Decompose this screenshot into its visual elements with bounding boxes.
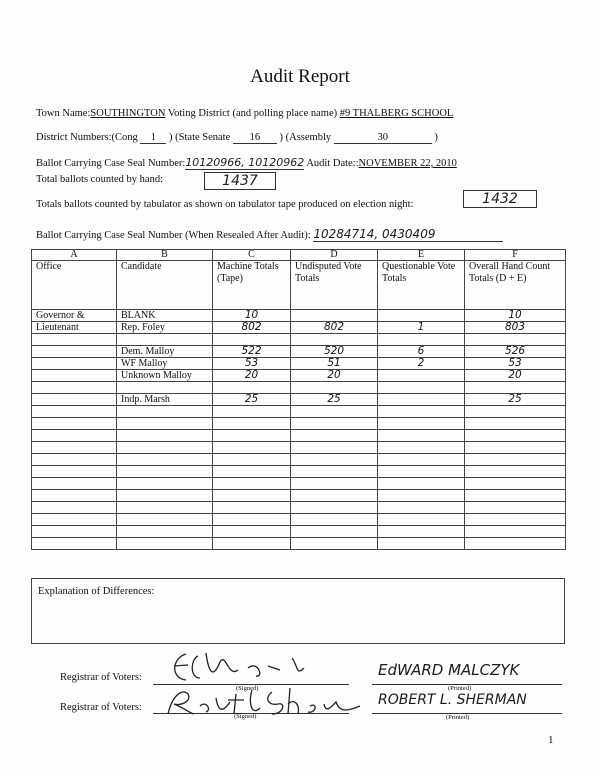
table-cell[interactable] bbox=[117, 538, 213, 550]
table-cell[interactable] bbox=[32, 382, 117, 394]
town-label: Town Name: bbox=[36, 108, 91, 119]
table-cell[interactable] bbox=[378, 430, 465, 442]
table-cell[interactable] bbox=[213, 382, 291, 394]
table-cell[interactable] bbox=[378, 490, 465, 502]
table-cell[interactable]: Unknown Malloy bbox=[117, 370, 213, 382]
table-row bbox=[32, 430, 566, 442]
table-cell[interactable] bbox=[32, 490, 117, 502]
table-cell[interactable] bbox=[117, 418, 213, 430]
table-cell[interactable] bbox=[213, 442, 291, 454]
registrar-1-signed-caption: (Signed) bbox=[236, 685, 259, 692]
table-cell[interactable] bbox=[378, 526, 465, 538]
table-row bbox=[32, 370, 566, 382]
table-cell[interactable] bbox=[32, 514, 117, 526]
table-row bbox=[32, 478, 566, 490]
table-cell[interactable] bbox=[32, 394, 117, 406]
table-cell[interactable]: Indp. Marsh bbox=[117, 394, 213, 406]
table-cell[interactable] bbox=[378, 334, 465, 346]
column-header-row bbox=[32, 261, 566, 310]
table-cell[interactable]: BLANK bbox=[117, 310, 213, 322]
table-cell[interactable] bbox=[378, 454, 465, 466]
table-row bbox=[32, 454, 566, 466]
table-cell[interactable] bbox=[465, 466, 566, 478]
table-cell[interactable] bbox=[291, 478, 378, 490]
tabulator-count-value: 1432 bbox=[463, 190, 537, 208]
table-row bbox=[32, 358, 566, 370]
table-cell[interactable] bbox=[32, 418, 117, 430]
table-row bbox=[32, 310, 566, 322]
table-cell[interactable] bbox=[378, 394, 465, 406]
table-cell[interactable]: 20 bbox=[213, 370, 291, 382]
table-cell[interactable] bbox=[291, 454, 378, 466]
table-cell[interactable] bbox=[378, 418, 465, 430]
table-cell[interactable] bbox=[32, 442, 117, 454]
table-cell[interactable] bbox=[117, 334, 213, 346]
table-cell[interactable]: 6 bbox=[378, 346, 465, 358]
table-cell[interactable] bbox=[32, 346, 117, 358]
table-cell[interactable] bbox=[213, 490, 291, 502]
table-cell[interactable]: 520 bbox=[291, 346, 378, 358]
column-header: Candidate bbox=[117, 261, 213, 310]
table-row bbox=[32, 538, 566, 550]
column-header: Overall Hand Count Totals (D + E) bbox=[465, 261, 566, 310]
page-title: Audit Report bbox=[250, 66, 350, 87]
table-cell[interactable] bbox=[291, 502, 378, 514]
table-cell[interactable] bbox=[32, 358, 117, 370]
table-row bbox=[32, 466, 566, 478]
table-cell[interactable] bbox=[465, 514, 566, 526]
table-cell[interactable] bbox=[291, 526, 378, 538]
table-cell[interactable] bbox=[117, 466, 213, 478]
table-cell[interactable] bbox=[378, 514, 465, 526]
table-cell[interactable]: 803 bbox=[465, 322, 566, 334]
district-label: Voting District (and polling place name) bbox=[165, 108, 340, 119]
table-cell[interactable] bbox=[32, 454, 117, 466]
table-cell[interactable] bbox=[291, 334, 378, 346]
audit-table bbox=[31, 249, 566, 550]
table-row bbox=[32, 514, 566, 526]
table-cell[interactable] bbox=[465, 454, 566, 466]
seal-label: Ballot Carrying Case Seal Number: bbox=[36, 158, 186, 169]
table-row bbox=[32, 346, 566, 358]
table-cell[interactable]: Rep. Foley bbox=[117, 322, 213, 334]
table-cell[interactable]: 25 bbox=[465, 394, 566, 406]
table-cell[interactable] bbox=[213, 514, 291, 526]
column-header: Machine Totals (Tape) bbox=[213, 261, 291, 310]
table-cell[interactable] bbox=[465, 334, 566, 346]
cong-value: 1 bbox=[140, 132, 166, 144]
table-cell[interactable] bbox=[291, 466, 378, 478]
column-letter-row bbox=[32, 250, 566, 261]
registrar-2-label: Registrar of Voters: bbox=[60, 702, 142, 713]
table-cell[interactable]: 526 bbox=[465, 346, 566, 358]
column-letter: B bbox=[117, 250, 213, 261]
senate-value: 16 bbox=[233, 132, 277, 144]
table-cell[interactable] bbox=[465, 430, 566, 442]
registrar-2-signature bbox=[160, 684, 370, 718]
table-cell[interactable] bbox=[378, 502, 465, 514]
table-row bbox=[32, 334, 566, 346]
audit-date-label: Audit Date:: bbox=[306, 158, 359, 169]
table-cell[interactable]: 51 bbox=[291, 358, 378, 370]
table-cell[interactable] bbox=[465, 406, 566, 418]
table-row bbox=[32, 490, 566, 502]
table-cell[interactable] bbox=[213, 454, 291, 466]
table-cell[interactable] bbox=[291, 418, 378, 430]
column-letter: D bbox=[291, 250, 378, 261]
table-cell[interactable] bbox=[32, 466, 117, 478]
table-cell[interactable] bbox=[465, 382, 566, 394]
table-cell[interactable]: 53 bbox=[465, 358, 566, 370]
table-cell[interactable]: 25 bbox=[213, 394, 291, 406]
table-cell[interactable] bbox=[291, 310, 378, 322]
table-cell[interactable] bbox=[291, 406, 378, 418]
registrar-1-printed-name: EdWARD MALCZYK bbox=[378, 661, 520, 679]
table-cell[interactable] bbox=[291, 490, 378, 502]
table-cell[interactable] bbox=[378, 442, 465, 454]
table-cell[interactable] bbox=[117, 406, 213, 418]
table-cell[interactable] bbox=[117, 454, 213, 466]
table-cell[interactable] bbox=[291, 514, 378, 526]
town-line bbox=[36, 108, 453, 119]
table-cell[interactable] bbox=[378, 406, 465, 418]
registrar-1-printed-caption: (Printed) bbox=[448, 685, 472, 692]
registrar-2-printed-caption: (Printed) bbox=[446, 714, 470, 721]
table-cell[interactable] bbox=[465, 502, 566, 514]
table-cell[interactable] bbox=[378, 466, 465, 478]
registrar-1-label: Registrar of Voters: bbox=[60, 672, 142, 683]
column-letter: A bbox=[32, 250, 117, 261]
table-cell[interactable] bbox=[378, 478, 465, 490]
table-cell[interactable] bbox=[378, 382, 465, 394]
table-cell[interactable] bbox=[378, 370, 465, 382]
table-cell[interactable] bbox=[117, 526, 213, 538]
table-cell[interactable]: 53 bbox=[213, 358, 291, 370]
seal-line bbox=[36, 156, 457, 169]
assembly-close: ) bbox=[434, 132, 438, 143]
table-cell[interactable] bbox=[117, 430, 213, 442]
table-cell[interactable]: 802 bbox=[291, 322, 378, 334]
registrar-1-signature bbox=[168, 648, 338, 684]
cong-label: District Numbers:(Cong bbox=[36, 132, 138, 143]
column-header: Questionable Vote Totals bbox=[378, 261, 465, 310]
table-cell[interactable] bbox=[465, 442, 566, 454]
table-cell[interactable]: 2 bbox=[378, 358, 465, 370]
table-row bbox=[32, 322, 566, 334]
table-cell[interactable] bbox=[117, 382, 213, 394]
table-cell[interactable] bbox=[291, 538, 378, 550]
table-row bbox=[32, 502, 566, 514]
hand-count-label: Total ballots counted by hand: bbox=[36, 174, 163, 185]
table-cell[interactable] bbox=[117, 490, 213, 502]
table-cell[interactable] bbox=[117, 478, 213, 490]
column-header: Undisputed Vote Totals bbox=[291, 261, 378, 310]
table-cell[interactable]: 522 bbox=[213, 346, 291, 358]
table-cell[interactable] bbox=[465, 490, 566, 502]
table-row bbox=[32, 394, 566, 406]
table-cell[interactable] bbox=[213, 478, 291, 490]
registrar-2-printed-name: ROBERT L. SHERMAN bbox=[378, 692, 527, 708]
table-cell[interactable]: 10 bbox=[213, 310, 291, 322]
reseal-line bbox=[36, 227, 503, 242]
table-row bbox=[32, 526, 566, 538]
seal-value: 10120966, 10120962 bbox=[185, 156, 305, 169]
table-cell[interactable]: 802 bbox=[213, 322, 291, 334]
district-value: #9 THALBERG SCHOOL bbox=[339, 108, 454, 119]
table-cell[interactable] bbox=[32, 370, 117, 382]
table-cell[interactable] bbox=[213, 538, 291, 550]
table-cell[interactable] bbox=[32, 406, 117, 418]
table-cell[interactable] bbox=[465, 538, 566, 550]
table-cell[interactable]: 25 bbox=[291, 394, 378, 406]
table-cell[interactable]: 20 bbox=[465, 370, 566, 382]
table-cell[interactable] bbox=[291, 382, 378, 394]
tabulator-count-label: Totals ballots counted by tabulator as shown on tabulator tape produced on election night: bbox=[36, 199, 414, 210]
table-cell[interactable] bbox=[213, 526, 291, 538]
assembly-label: ) (Assembly bbox=[279, 132, 332, 143]
registrar-2-signed-caption: (Signed) bbox=[234, 713, 257, 720]
column-letter: C bbox=[213, 250, 291, 261]
assembly-value: 30 bbox=[334, 132, 432, 144]
table-row bbox=[32, 382, 566, 394]
table-row bbox=[32, 442, 566, 454]
table-cell[interactable]: Governor & bbox=[32, 310, 117, 322]
table-cell[interactable] bbox=[32, 526, 117, 538]
table-cell[interactable] bbox=[213, 406, 291, 418]
table-cell[interactable] bbox=[465, 478, 566, 490]
table-cell[interactable] bbox=[291, 442, 378, 454]
table-cell[interactable] bbox=[378, 538, 465, 550]
table-cell[interactable]: 10 bbox=[465, 310, 566, 322]
table-row bbox=[32, 418, 566, 430]
audit-date-value: NOVEMBER 22, 2010 bbox=[358, 158, 457, 169]
table-cell[interactable] bbox=[117, 442, 213, 454]
reseal-label: Ballot Carrying Case Seal Number (When Resealed After Audit): bbox=[36, 230, 311, 241]
table-cell[interactable] bbox=[32, 334, 117, 346]
page-number: 1 bbox=[548, 734, 554, 746]
table-cell[interactable] bbox=[32, 502, 117, 514]
hand-count-value: 1437 bbox=[204, 172, 276, 190]
table-cell[interactable] bbox=[213, 502, 291, 514]
column-header: Office bbox=[32, 261, 117, 310]
table-cell[interactable]: Lieutenant bbox=[32, 322, 117, 334]
reseal-value: 10284714, 0430409 bbox=[313, 227, 503, 242]
table-cell[interactable] bbox=[291, 430, 378, 442]
table-cell[interactable]: Dem. Malloy bbox=[117, 346, 213, 358]
table-cell[interactable]: 1 bbox=[378, 322, 465, 334]
table-cell[interactable] bbox=[32, 538, 117, 550]
table-cell[interactable] bbox=[117, 514, 213, 526]
table-cell[interactable] bbox=[378, 310, 465, 322]
column-letter: E bbox=[378, 250, 465, 261]
table-row bbox=[32, 406, 566, 418]
table-cell[interactable] bbox=[465, 418, 566, 430]
column-letter: F bbox=[465, 250, 566, 261]
district-numbers-line bbox=[36, 132, 438, 144]
table-cell[interactable] bbox=[32, 430, 117, 442]
table-cell[interactable]: 20 bbox=[291, 370, 378, 382]
explanation-label: Explanation of Differences: bbox=[38, 586, 155, 597]
table-cell[interactable] bbox=[213, 334, 291, 346]
table-cell[interactable] bbox=[213, 430, 291, 442]
senate-label: ) (State Senate bbox=[169, 132, 231, 143]
explanation-box[interactable] bbox=[31, 578, 565, 644]
town-value: SOUTHINGTON bbox=[90, 108, 166, 119]
table-cell[interactable]: WF Malloy bbox=[117, 358, 213, 370]
table-cell[interactable] bbox=[32, 478, 117, 490]
table-cell[interactable] bbox=[213, 418, 291, 430]
table-cell[interactable] bbox=[117, 502, 213, 514]
table-cell[interactable] bbox=[465, 526, 566, 538]
table-cell[interactable] bbox=[213, 466, 291, 478]
